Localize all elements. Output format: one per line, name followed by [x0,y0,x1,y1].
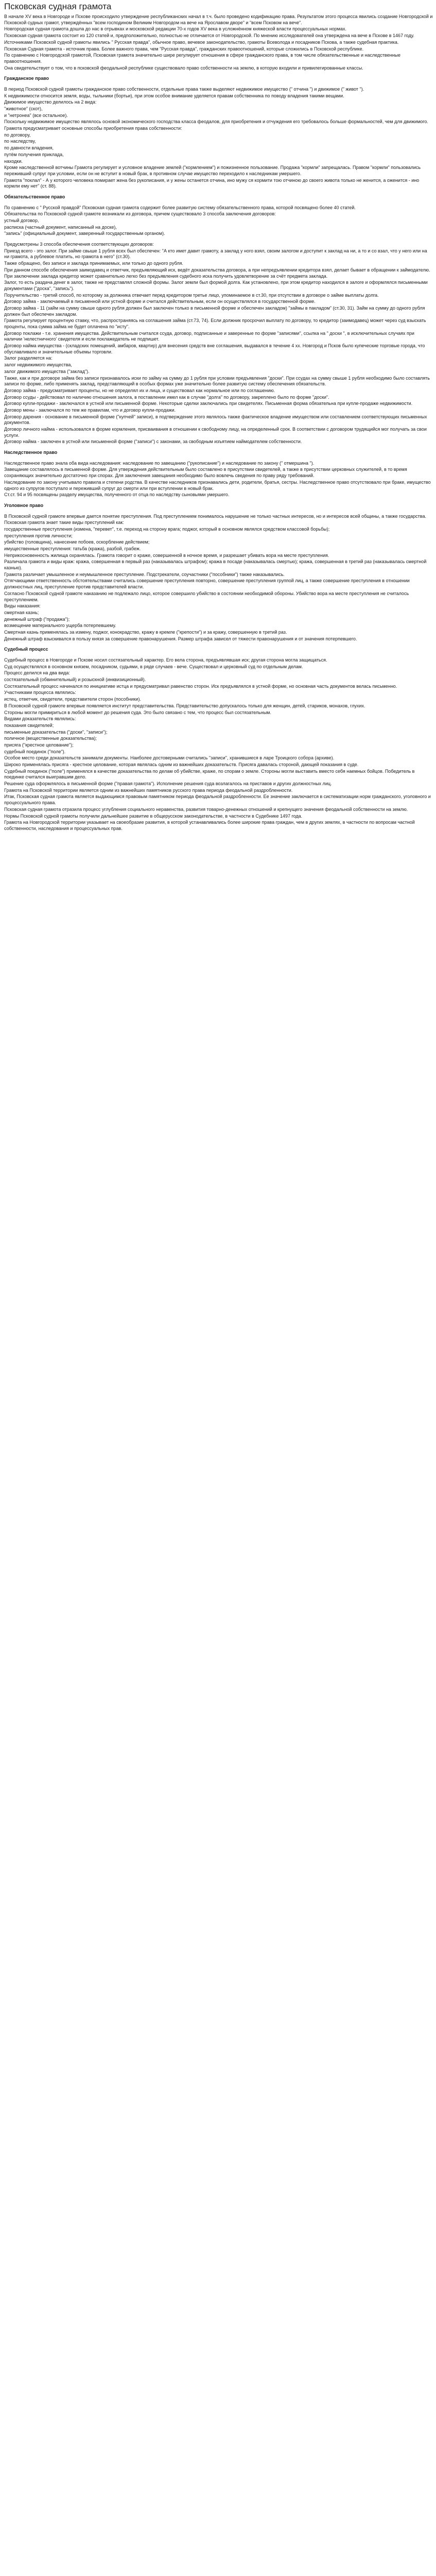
paragraph: Наследование по закону учитывало правила и степени родства. В качестве наследников признавались дети, родители, братья, сестры. Наследственное право отсутствовало при браке, имущество одного из супругов поступало и переживший супруг до смерти или при вступлении в новый брак. [4,479,431,491]
paragraph: смертная казнь; [4,609,39,615]
paragraph: состязательный (обвинительный) и розыскной (инквизиционный). [4,677,146,683]
paragraph: Договор купли-продажи - заключался в устной или письменной форме. Некоторые сделки заключались при свидетелях. Письменная форма обязательна при купле-продаже недвижимости. [4,401,413,406]
paragraph: Поскольку недвижимое имущество являлось основой экономического господства класса феодалов, для приобретения и отчуждения его требовалось больше формальностей, чем для движимого. [4,119,428,125]
section-heading: Гражданское право [4,76,49,81]
paragraph: Договор займа - заключаемый в письменной или устной форме и считался действительным, если он осуществлялся в государственной форме. [4,299,316,304]
paragraph: устный договор, [4,218,39,224]
paragraph: Завещание составлялось в письменной форме. Для утверждения действительным было составлено в присутствии свидетелей, а также в присутствии церковных служителей, в то время сохраняющих значительно достаточно при спорах. Для заключения завещания необходимо было вовлечь сведения по праву ряду требований. [4,467,407,479]
paragraph: Договор займа - предусматривает проценты, но не определял их и лица, и существовал как нормальное или по соглашению. [4,387,275,393]
document-page [0,0,436,837]
paragraph: При данном способе обеспечения заимодавец и ответчик, предъявляющий иск, ведёт доказательства договора, а при непредъявлении кредитора взял, делает бывает в обращении к займодателю. При заключении заклада кредитор может сравнительно легко без предъявления судебного иска получить удовлетворение за счёт предмета заклада. [4,267,430,279]
paragraph: Грамота на Новгородской территории указывает на своеобразие развития, в которой устанавливались более широкие права граждан, чем в других землях, в частности по вопросам частной собственности, наследования и процессуальных прав. [4,820,415,831]
paragraph: залог движимого имущества ("заклад"). [4,368,90,374]
paragraph: по наследству, [4,139,36,144]
section-heading: Уголовное право [4,502,44,508]
paragraph: По сравнению с Новгородской грамотой, Псковская грамота значительно шире регулирует отношения в сфере гражданского права, в том числе обязательственные и наследственные правоотношения. [4,53,401,64]
paragraph: находки. [4,158,23,164]
paragraph: денежный штраф ("продажа"); [4,616,70,622]
paragraph: Грамота на Псковской территории является одним из важнейших памятников русского права периода феодальной раздробленности. [4,787,293,793]
paragraph: и "нетронеа" (все остальное). [4,112,68,118]
paragraph: Источниками Псковской судной грамоты явились " Русская правда", обычное право, вечевое законодательство, грамоты Всеволода и посадников Пскова, а также судебная практика. [4,39,399,45]
paragraph: Договор дарения - основание в письменной форме ("купчей" записи), в подтверждение этого являлось также фактическое владение имуществом или составлением соответствующих письменных документов. [4,414,427,426]
paragraph: Различала грамота и виды краж: кража, совершенная в первый раз (наказывалась штрафом); кража в посаде (наказывалась смертью); кража, совершенная в третий раз (наказывалась смертной казнью). [4,559,427,571]
paragraph: В Псковской судной грамоте впервые дается понятие преступления. Под преступлением понималось нарушение не только частных интересов, но и интересов всей общины, а также государства. [4,513,426,519]
paragraph: Виды наказания: [4,603,41,609]
paragraph: истец, ответчик, свидетели, представители сторон (пособники). [4,697,141,702]
paragraph: преступления против личности; [4,533,73,538]
paragraph: В начале XV века в Новгороде и Пскове происходило утверждение республиканских начал в т.ч. было проведено кодификацию права. Результатом этого процесса явились создание Новгородской и Псковской судных грамот, утверждённых "всем господином Великим Новгородом на вече на Ярославом дворе" и "всем Псковом на вече". [4,14,433,25]
paragraph: В период Псковской судной грамоты гражданское право собственности, отдельные права также выделяют недвижимое имущество (" отчина ") и движимое (" живот "). [4,86,364,92]
paragraph: расписка (частный документ, написанный на доске), [4,224,117,230]
paragraph: Псковская Судная грамота - источник права. Более важного права, чем "Русская правда", гражданских правоотношений, которые сложились в Псковской республике. [4,46,364,52]
paragraph: Отягчающими ответственность обстоятельствами считались совершение преступления повторно, совершение преступления группой лиц, а также совершение преступления в отношении должностных лиц, преступление против представителей власти. [4,578,410,590]
paragraph: Также, как и при договоре займа без записи признавалось иски по займу на сумму до 1 рубля при условии предъявления "доски". При ссудах на сумму свыше 1 рубля необходимо было составлять записи по форме, либо применять заклад, представляющий в особых формах уже значительно более развитую систему обеспечения обязательств. [4,375,430,387]
paragraph: К недвижимости относится земля, воды, тыльники (бортьи), при этом особое внимание уделяется правам собственника по поводу владения такими вещами. [4,93,344,98]
section-heading: Судебный процесс [4,647,48,652]
paragraph: путём получения приклада, [4,151,64,157]
paragraph: В Псковской судной грамоте впервые появляется институт представительства. Представительство допускалось только для женщин, детей, стариков, монахов, глухих. [4,703,365,708]
page-title: Псковская судная грамота [4,2,112,11]
paragraph: Поручительство - третий способ, по которому за должника отвечает перед кредитором третье лицо, упоминаемое в ст.30, при отсутствии в договоре о займе выплаты долга. [4,292,379,298]
paragraph: Грамота "поклал" - А у которого человека помирает жена без рукописания, и у жены останется отчина, ино мужу ся кормити тою отчиною до своего живота только не женится, а оженится - ино кормли ему нет" (ст. 88). [4,177,420,189]
paragraph: Судебный процесс в Новгороде и Пскове носил состязательный характер. Его вела сторона, предъявлявшая иск; другая сторона могла защищаться. [4,657,327,663]
paragraph: Денежный штраф взыскивался в пользу князя за совершение правонарушения. Размер штрафа зависел от тяжести правонарушения и от значения потерпевшего. [4,636,357,641]
paragraph: государственные преступления (измена, "перевет", т.е. переход на сторону врага; поджог, который в основном являлся средством классовой борьбы); [4,526,330,532]
paragraph: имущественные преступления: татьба (кража), разбой, грабеж. [4,546,141,552]
paragraph: Согласно Псковской судной грамоте наказанию не подлежало лицо, которое совершило убийство в состоянии необходимой обороны. Убийство вора на месте преступления не считалось преступлением. [4,590,409,602]
paragraph: Псковская судная грамота отразила процесс углубления социального неравенства, развития товарно-денежных отношений и крепнущего значения феодальной собственности на землю. [4,806,408,812]
paragraph: Итак, Псковская судная грамота является выдающимся правовым памятником периода феодальной раздробленности. Ее значение заключается в систематизации норм гражданского, уголовного и процессуального права. [4,794,431,806]
document-body [4,14,433,832]
paragraph: убийство (головщина), нанесение побоев, оскорбление действием; [4,539,150,545]
paragraph: письменные доказательства ("доски", "записи"); [4,729,108,735]
section-heading: Обязательственное право [4,194,65,199]
paragraph: Состязательный процесс начинался по инициативе истца и предусматривал равенство сторон. Иск предъявлялся в устной форме, но основная часть документов велась письменно. [4,683,397,689]
paragraph: Грамота предусматривает основные способы приобретения права собственности: [4,126,182,131]
paragraph: Псковская грамота знает такие виды преступлений как: [4,520,124,526]
paragraph: Предусмотрены 3 способа обеспечения соответствующих договоров: [4,242,154,247]
paragraph: Стороны могли примириться в любой момент до решения суда. Это было связано с тем, что процесс был состязательным. [4,709,271,715]
paragraph: Договор найма имущества - (складских помещений, амбаров, квартир) для внесения средств вне соглашения, выдавался в течение 4 хх. Новгород и Псков было купеческие торговые города, что обуславливало и значительные объемы торговли. [4,343,425,354]
paragraph: "запись" (официальный документ, заверенный государственным органом). [4,231,165,236]
paragraph: "животное" (скот), [4,106,43,112]
paragraph: залог недвижимого имущества, [4,362,72,368]
paragraph: Участниками процесса являлись: [4,690,76,696]
paragraph: Видами доказательств являлись: [4,716,76,722]
paragraph: Судебный поединок ("поле") применялся в качестве доказательства по делам об убийстве, краже, по спорам о земле. Стороны могли выставить вместо себя наемных бойцов. Победитель в поединке считался выигравшим дело. [4,768,415,780]
paragraph: Суд осуществлялся в основном князем, посадником, судьями, в ряде случаев - вече. Существовал и церковный суд по отдельным делам. [4,664,303,669]
paragraph: Приезд всего - это залог. При займе свыше 1 рубля всех был обеспечен: "А кто имет давит грамоту, а заклад у ного взял, своим залогом и доступит к заклад на ни, а то и со взал, что у него или на ни грамота, а рублевое платить, но грамота в него" (ст.30). [4,248,427,260]
paragraph: показания свидетелей; [4,722,54,728]
paragraph: Грамота различает умышленное и неумышленное преступление. Подстрекатели, соучастники ("пособники") также наказывались. [4,571,285,577]
paragraph: судебный поединок ("поле"). [4,749,66,754]
paragraph: Кроме наследственной вотчины Грамота регулирует и условное владение землей ("кормлением") и пожизненное пользование. Продажа "кормли" запрещалась. Правом "кормли" пользовались переживший супруг при условии, если он не вступит в новый брак, в противном случае имущество переходило к наследникам умершего. [4,165,421,176]
paragraph: Неприкосновенность жилища охранялась. Грамота говорит о краже, совершенной в ночное время, и разрешает убивать вора на месте преступления. [4,552,329,558]
paragraph: Договор поклажи - т.е. хранения имущества. Действительным считался ссуда, договор, подписанные и заверенные по форме "записями", ссылка на " доски ", в исключительных случаях при наличии 'нелестничного' свидетеля и если поклажедатель не подпишет. [4,330,414,342]
paragraph: Псковская судная грамота состоит из 120 статей и, предположительно, полностью не отличается от Новгородской. По мнению исследователей она утверждена на вече в Пскове в 1467 году. [4,33,414,39]
paragraph: Она свидетельствует о том, что в псковской феодальной республике существовало право собственности на землю, в которую входили и привилегированные классы. [4,65,363,71]
paragraph: Залог разделяется на: [4,355,53,361]
paragraph: Ст.ст. 94 и 95 посвящены разделу имущества, полученного от отца по наследству сыновьями умершего. [4,492,230,498]
section-heading: Наследственное право [4,450,58,455]
paragraph: Широко применялась присяга - крестное целование, которая являлась одним из важнейших доказательств. Присяга давалась стороной, дающей показания в суде. [4,762,359,768]
paragraph: Также обращено, без записи и заклада принимаемых, или только до одного рубля. [4,261,183,266]
paragraph: присяга ("крестное целование"); [4,742,74,748]
paragraph: Нормы Псковской судной грамоты получили дальнейшее развитие в общерусском законодательстве, в частности в Судебнике 1497 года. [4,813,303,819]
paragraph: Грамота регулирует процентную ставку, что, распространяясь на соглашения займа (ст.73, 74). Если должник просрочил выплату по договору, то кредитор (заимодавец) может через суд взыскать проценты, пока сумма займа не будет оплачена по "исту". [4,318,426,330]
paragraph: Движимое имущество делилось на 2 вида: [4,99,97,105]
paragraph: Договор ссуды - действовал по наличию отношения залога, в поставлении имел как в случае "долга" по договору, закреплено было по форме "доски". [4,394,329,400]
paragraph: по давности владения, [4,145,54,151]
paragraph: Процесс делился на два вида: [4,670,70,676]
paragraph: По сравнению с " Русской правдой" Псковская судная грамота содержит более развитую систему обязательственного права, которой посвящено более 40 статей. [4,205,356,210]
paragraph: Особое место среди доказательств занимали документы. Наиболее достоверными считались "записи", хранившиеся в ларе Троицкого собора (архиве). [4,755,335,761]
paragraph: Договор личного найма - использовался в форме кормления, присваивания в отношении к свободному лицу, на определенный срок. В соответствии с договором трудящийся мог получать за свои услуги. [4,427,427,438]
paragraph: Договор мены - заключался по тем же правилам, что и договор купли-продажи. [4,407,176,413]
paragraph: Решение суда оформлялось в письменной форме ("правая грамота"). Исполнение решения суда возлагалось на приставов и других должностных лиц. [4,781,332,787]
paragraph: по договору, [4,132,31,138]
paragraph: Смертная казнь применялась за измену, поджог, конокрадство, кражу в кремле ("крепости") и за кражу, совершенную в третий раз. [4,629,287,635]
paragraph: Обязательства по Псковской судной грамоте возникали из договора, причем существовало 3 способа заключения договоров: [4,211,276,217]
paragraph: Залог, то есть раздача денег в залог, также не представлял сложной формы. Залог земли был формой долга. Как установлено, при этом кредитор находился в залоге и оформлялся письменными документами ("доска", "запись"). [4,280,428,291]
paragraph: Договор найма - заключен в устной или письменной форме ("записи") с законами, за свободным изъятием наймодателем собственности. [4,439,302,445]
paragraph: возмещение материального ущерба потерпевшему. [4,623,116,629]
paragraph: Новгородская судная грамота дошла до нас в отрывках и московской редакции 70-х годов XV века в усложнённом княжеской власти процессуальных нормах. [4,26,346,32]
paragraph: поличное (вещественные доказательства); [4,736,97,741]
paragraph: Наследственное право знала оба вида наследования: наследование по завещанию ("рукописание") и наследование по закону (" отмершина "). [4,460,315,466]
paragraph: Договор займа - 11 (займ на сумму свыше одного рубля должен был заключен только в письменной форме и обеспечен закладом) "займы в пакладом" (ст.30, 31). Займ на сумму до одного рубля должен был обеспечен закладом. [4,305,425,317]
